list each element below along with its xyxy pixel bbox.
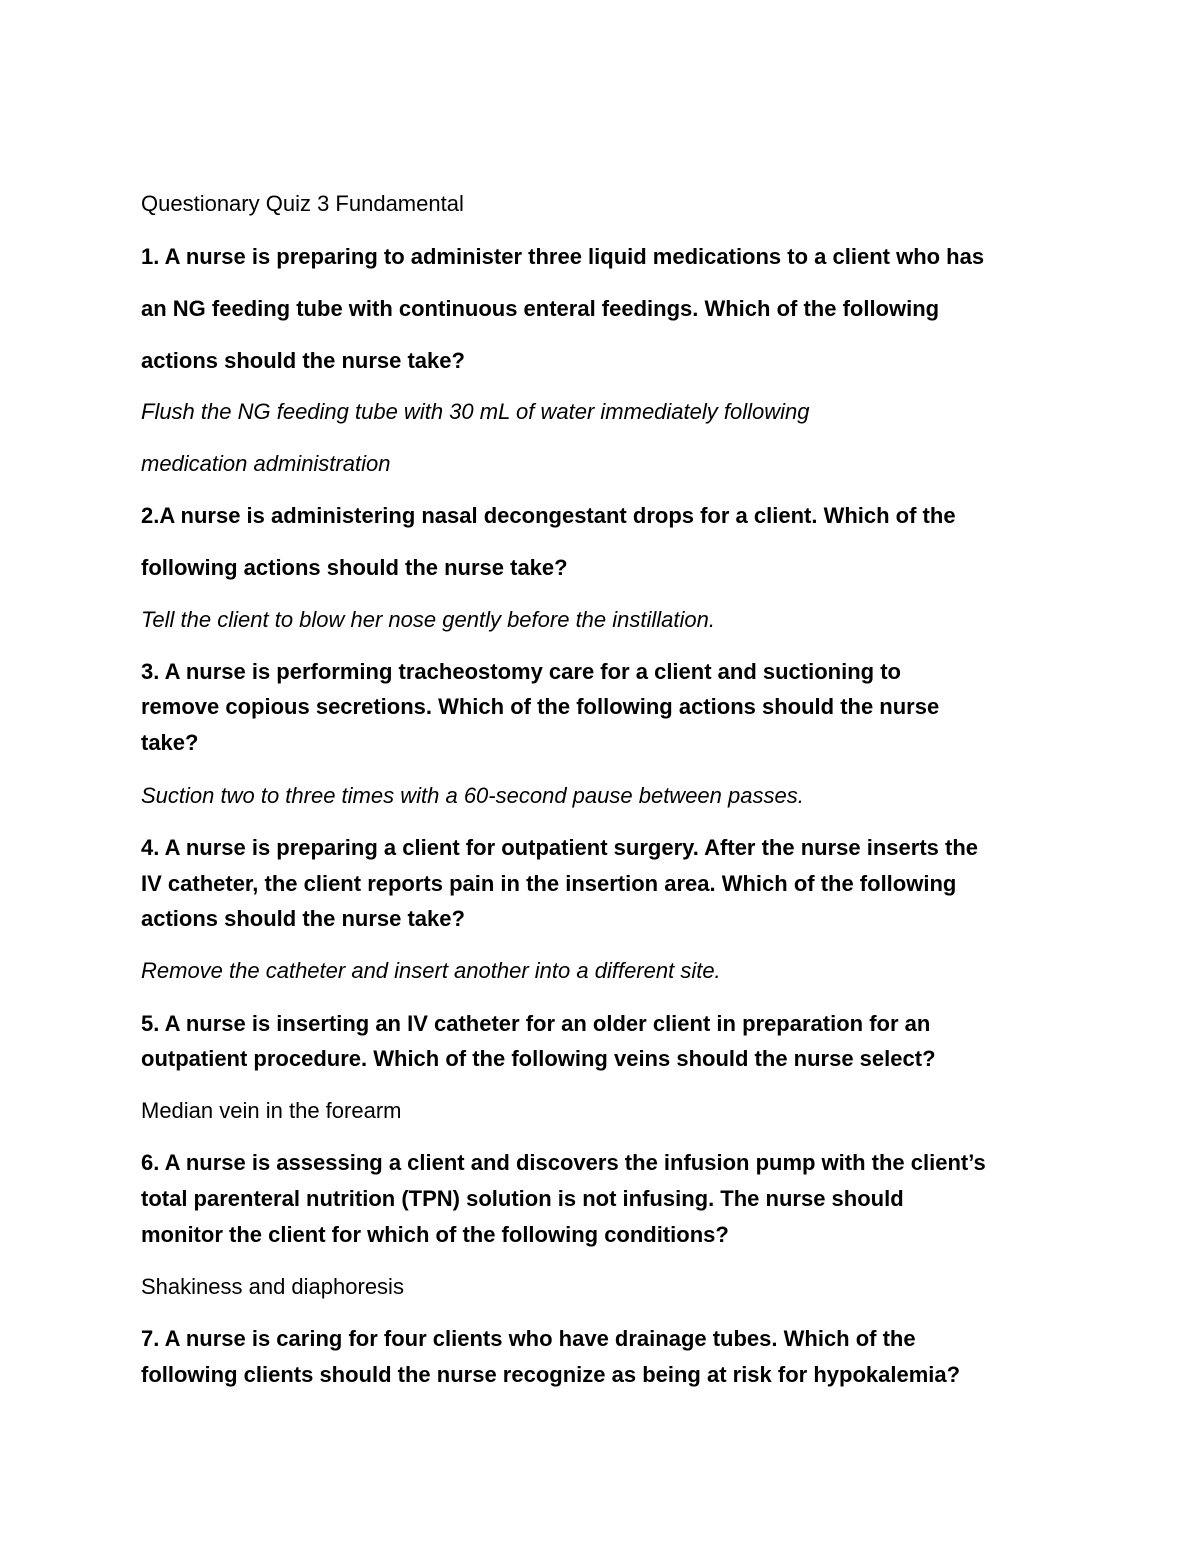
answer-1-line-1: Flush the NG feeding tube with 30 mL of water immediately following (141, 399, 810, 424)
question-2-line-1: 2.A nurse is administering nasal decongestant drops for a client. Which of the (141, 503, 956, 528)
question-4-line-2: IV catheter, the client reports pain in the insertion area. Which of the following (141, 871, 957, 896)
question-7-line-1: 7. A nurse is caring for four clients who have drainage tubes. Which of the (141, 1326, 916, 1351)
question-5-line-2: outpatient procedure. Which of the following veins should the nurse select? (141, 1046, 936, 1071)
question-3-line-1: 3. A nurse is performing tracheostomy care for a client and suctioning to (141, 659, 901, 684)
question-3-line-3: take? (141, 730, 199, 755)
answer-3-line-1: Suction two to three times with a 60-second pause between passes. (141, 783, 804, 808)
question-5-line-1: 5. A nurse is inserting an IV catheter for an older client in preparation for an (141, 1011, 931, 1036)
answer-2-line-1: Tell the client to blow her nose gently before the instillation. (141, 607, 715, 632)
question-1-line-1: 1. A nurse is preparing to administer three liquid medications to a client who has (141, 244, 985, 269)
answer-4-line-1: Remove the catheter and insert another into a different site. (141, 958, 721, 983)
question-3-line-2: remove copious secretions. Which of the following actions should the nurse (141, 694, 940, 719)
answer-5-line-1: Median vein in the forearm (141, 1098, 402, 1123)
question-1-line-2: an NG feeding tube with continuous enteral feedings. Which of the following (141, 296, 940, 321)
question-2-line-2: following actions should the nurse take? (141, 555, 568, 580)
question-4-line-1: 4. A nurse is preparing a client for outpatient surgery. After the nurse inserts the (141, 835, 978, 860)
answer-6-line-1: Shakiness and diaphoresis (141, 1274, 404, 1299)
question-6-line-1: 6. A nurse is assessing a client and discovers the infusion pump with the client’s (141, 1150, 986, 1175)
question-6-line-2: total parenteral nutrition (TPN) solution is not infusing. The nurse should (141, 1186, 904, 1211)
document-title: Questionary Quiz 3 Fundamental (141, 191, 464, 216)
answer-1-line-2: medication administration (141, 451, 391, 476)
question-7-line-2: following clients should the nurse recognize as being at risk for hypokalemia? (141, 1362, 961, 1387)
question-6-line-3: monitor the client for which of the following conditions? (141, 1222, 729, 1247)
question-4-line-3: actions should the nurse take? (141, 906, 465, 931)
question-1-line-3: actions should the nurse take? (141, 348, 465, 373)
